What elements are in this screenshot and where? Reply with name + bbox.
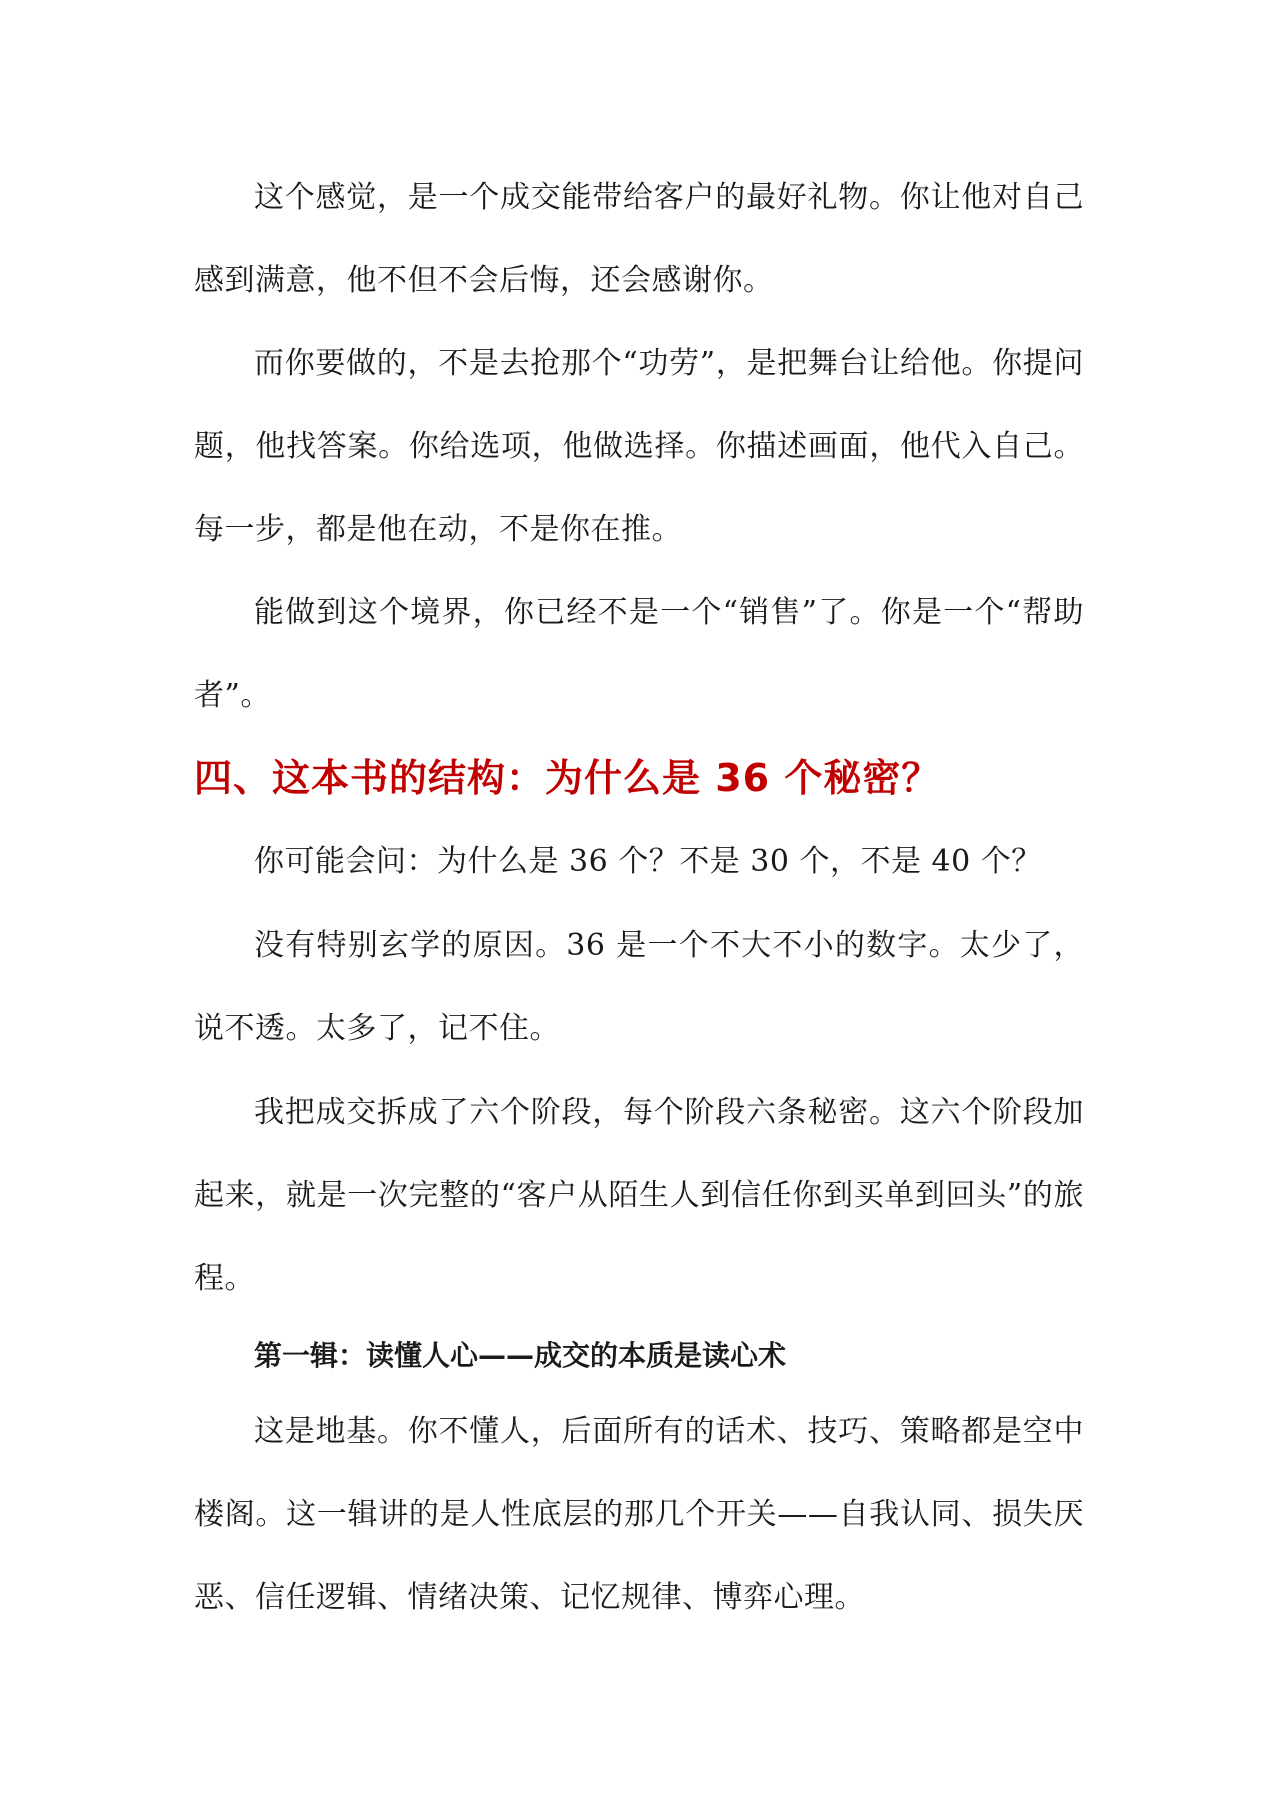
paragraph-stages: 我把成交拆成了六个阶段，每个阶段六条秘密。这六个阶段加起来，就是一次完整的“客户从陌生人到信任你到买单到回头”的旅程。 — [194, 1095, 1084, 1296]
paragraph-gift-feeling: 这个感觉，是一个成交能带给客户的最好礼物。你让他对自己感到满意，他不但不会后悔，还会感谢你。 — [194, 180, 1084, 298]
subsection-heading: 第一辑：读懂人心——成交的本质是读心术 — [254, 1339, 787, 1372]
paragraph-stage: 而你要做的，不是去抢那个“功劳”，是把舞台让给他。你提问题，他找答案。你给选项，他做选择。你描述画面，他代入自己。每一步，都是他在动，不是你在推。 — [194, 346, 1084, 547]
section-heading: 四、这本书的结构：为什么是 36 个秘密？ — [194, 756, 941, 800]
document-page — [194, 0, 1084, 1800]
paragraph-reason: 没有特别玄学的原因。36 是一个不大不小的数字。太少了，说不透。太多了，记不住。 — [194, 928, 1084, 1046]
paragraph-helper: 能做到这个境界，你已经不是一个“销售”了。你是一个“帮助者”。 — [194, 595, 1084, 713]
paragraph-question: 你可能会问：为什么是 36 个？不是 30 个，不是 40 个？ — [254, 844, 1042, 879]
paragraph-foundation: 这是地基。你不懂人，后面所有的话术、技巧、策略都是空中楼阁。这一辑讲的是人性底层的那几个开关——自我认同、损失厌恶、信任逻辑、情绪决策、记忆规律、博弈心理。 — [194, 1414, 1084, 1615]
